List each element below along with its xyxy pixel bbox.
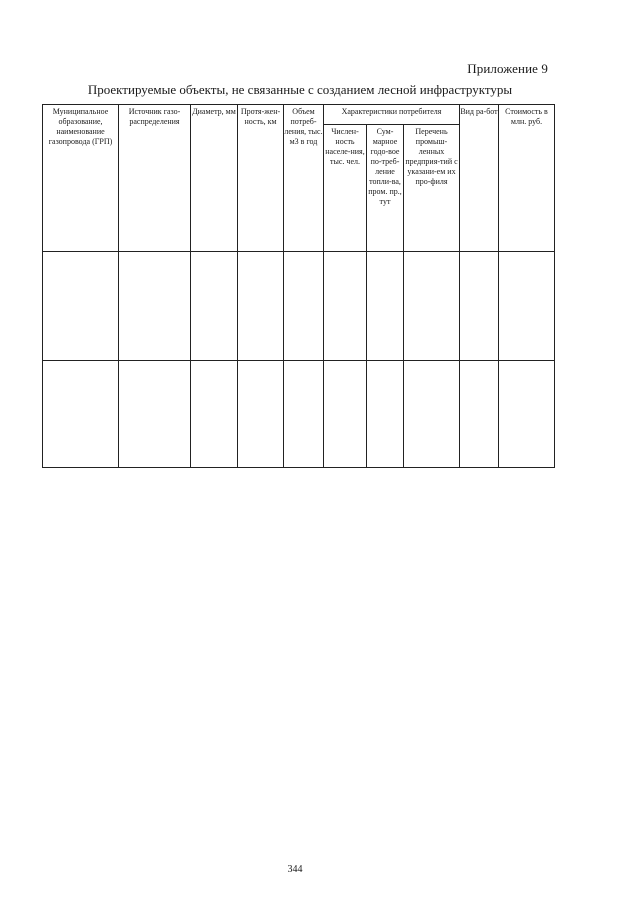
document-title: Проектируемые объекты, не связанные с созданием лесной инфраструктуры: [87, 82, 513, 97]
table-cell: [284, 361, 324, 468]
col-cost-header: Стоимость в млн. руб.: [499, 105, 555, 252]
col-consumer-group-header: Характеристики потребителя: [324, 105, 460, 125]
col-diameter-header: Диаметр, мм: [191, 105, 238, 252]
table-row: [43, 252, 555, 361]
table-cell: [119, 252, 191, 361]
col-municipal-header: Муниципальное образование, наименование газопровода (ГРП): [43, 105, 119, 252]
table-cell: [460, 252, 499, 361]
table-cell: [43, 361, 119, 468]
table-cell: [499, 252, 555, 361]
table-cell: [119, 361, 191, 468]
col-volume-header: Объем потреб-ления, тыс. м3 в год: [284, 105, 324, 252]
col-population-header: Числен-ность населе-ния, тыс. чел.: [324, 125, 367, 252]
page-number: 344: [287, 864, 303, 875]
col-enterprises-header: Перечень промыш-ленных предприя-тий с указани-ем их про-филя: [404, 125, 460, 252]
col-length-header: Протя-жен-ность, км: [238, 105, 284, 252]
table-cell: [191, 361, 238, 468]
col-source-header: Источник газо-распределения: [119, 105, 191, 252]
table-cell: [460, 361, 499, 468]
objects-table: [42, 104, 555, 468]
table-cell: [191, 252, 238, 361]
table-cell: [324, 361, 367, 468]
table-cell: [367, 252, 404, 361]
table-cell: [43, 252, 119, 361]
col-fuel-header: Сум-марное годо-вое по-треб-ление топли-ва, пром. пр., тут: [367, 125, 404, 252]
table-cell: [238, 361, 284, 468]
col-work-type-header: Вид ра-бот: [460, 105, 499, 252]
table-cell: [367, 361, 404, 468]
table-cell: [404, 252, 460, 361]
table-cell: [404, 361, 460, 468]
table-cell: [238, 252, 284, 361]
appendix-label: Приложение 9: [467, 61, 548, 76]
table-cell: [499, 361, 555, 468]
table-cell: [284, 252, 324, 361]
table-row: [43, 361, 555, 468]
table-cell: [324, 252, 367, 361]
